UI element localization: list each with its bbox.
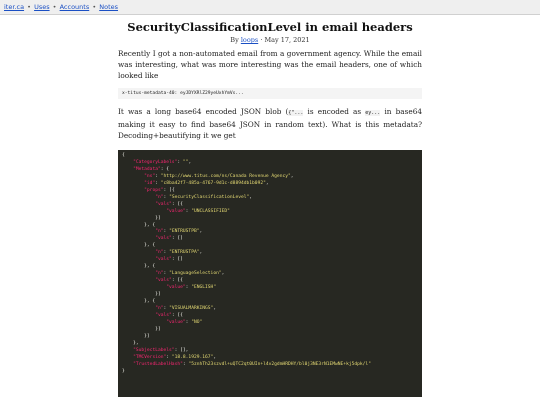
json-punctuation: [122, 250, 155, 255]
json-string: "5znhTh23szvdl+uQTC2qt0UIn+l4v2gdmHRDHY/bl0j3NE3rN1EMwNE+kj5dpk/l": [188, 361, 371, 367]
json-punctuation: [122, 174, 144, 179]
json-punctuation: :: [185, 208, 192, 214]
byline-separator: ·: [260, 36, 263, 44]
json-string: "VISUALMARKINGS": [169, 305, 214, 311]
json-string: "NO": [191, 319, 203, 325]
explanation-paragraph: [118, 106, 422, 141]
json-punctuation: [122, 229, 155, 234]
json-punctuation: }, {: [122, 299, 156, 305]
json-key: "n": [155, 271, 164, 277]
nav-separator: •: [92, 3, 97, 11]
json-punctuation: ,: [213, 354, 217, 360]
decoded-json-code-block: [118, 150, 422, 397]
author-link[interactable]: loops: [240, 36, 259, 44]
json-punctuation: ,: [221, 271, 225, 277]
intro-paragraph: Recently I got a non-automated email from a government agency. While the email was interesting, what was more interesting was the email headers, one of which looked like: [118, 49, 422, 80]
json-punctuation: :: [177, 159, 183, 165]
code-line: [122, 202, 418, 209]
inline-code-base64-start: ey...: [365, 110, 381, 116]
article-body: [118, 46, 422, 141]
json-punctuation: }, {: [122, 222, 156, 228]
json-punctuation: :: [185, 319, 192, 325]
code-line: [122, 369, 418, 376]
json-punctuation: :: [163, 305, 170, 311]
code-line: [122, 181, 418, 188]
json-string: "c8ba42f7-485a-4767-9d1c-d8894db1b092": [160, 180, 266, 186]
code-line: [122, 327, 418, 334]
json-key: "vals": [155, 257, 172, 263]
json-punctuation: : [{: [171, 201, 183, 207]
code-line: [122, 355, 418, 362]
json-key: "n": [155, 305, 164, 311]
code-line: [122, 257, 418, 264]
code-line: [122, 341, 418, 348]
code-line: [122, 195, 418, 202]
json-string: "http://www.titus.com/ns/Canada Revenue Agency": [160, 173, 291, 179]
json-punctuation: }]: [122, 326, 161, 332]
json-key: "value": [166, 285, 186, 291]
json-punctuation: : [{: [171, 312, 183, 318]
json-punctuation: ,: [265, 180, 269, 186]
json-key: "n": [155, 229, 164, 235]
json-key: "TMCVersion": [133, 354, 167, 360]
json-punctuation: }]: [122, 292, 161, 298]
para2-text-b: is encoded as: [303, 107, 366, 116]
json-key: "Metadata": [133, 166, 161, 172]
json-string: "ENTRUSTPA": [169, 250, 200, 256]
code-line: [122, 153, 418, 160]
json-punctuation: [122, 285, 166, 290]
json-punctuation: [122, 355, 133, 360]
json-punctuation: }]: [122, 333, 150, 339]
json-key: "TrustedLabelHash": [133, 361, 183, 367]
json-punctuation: : [{: [171, 278, 183, 284]
json-punctuation: ,: [213, 305, 217, 311]
para2-text-c: in base64 making it easy to find base64 JSON in random text). What is this metadata? Decoding+beautifying it we get: [118, 107, 422, 140]
code-line: [122, 285, 418, 292]
code-line: [122, 216, 418, 223]
site-home-link[interactable]: iter.ca: [4, 3, 25, 11]
json-punctuation: },: [122, 340, 139, 346]
json-punctuation: ,: [188, 159, 192, 165]
json-punctuation: [122, 257, 155, 262]
json-punctuation: [122, 188, 144, 193]
json-punctuation: :: [185, 285, 192, 291]
nav-link-uses[interactable]: Uses: [34, 3, 50, 11]
json-punctuation: }, {: [122, 264, 156, 270]
json-punctuation: {: [122, 153, 125, 158]
json-punctuation: [122, 195, 155, 200]
nav-separator: •: [52, 3, 57, 11]
json-punctuation: : []: [171, 257, 183, 263]
json-punctuation: :: [182, 361, 189, 367]
article-byline: [0, 36, 540, 44]
json-punctuation: ,: [199, 229, 203, 235]
json-key: "value": [166, 319, 186, 325]
json-punctuation: ,: [249, 194, 253, 200]
json-punctuation: :: [163, 250, 170, 256]
json-punctuation: : [],: [174, 347, 189, 353]
json-punctuation: :: [163, 271, 170, 277]
json-punctuation: [122, 320, 166, 325]
code-line: [122, 299, 418, 306]
json-string: "": [182, 159, 189, 165]
publish-date: May 17, 2021: [264, 36, 310, 44]
code-line: [122, 313, 418, 320]
json-punctuation: }: [122, 368, 125, 374]
json-punctuation: [122, 209, 166, 214]
json-punctuation: : []: [171, 236, 183, 242]
byline-prefix: By: [230, 36, 239, 44]
nav-link-notes[interactable]: Notes: [99, 3, 119, 11]
json-punctuation: [122, 167, 133, 172]
json-punctuation: }]: [122, 215, 161, 221]
json-punctuation: [122, 348, 133, 353]
code-line: [122, 167, 418, 174]
code-line: [122, 348, 418, 355]
json-string: "ENGLISH": [191, 285, 217, 291]
json-key: "n": [155, 194, 164, 200]
json-punctuation: :: [155, 173, 161, 179]
json-key: "vals": [155, 236, 172, 242]
json-punctuation: [122, 181, 144, 186]
json-key: "CategoryLabels": [133, 159, 178, 165]
nav-separator: •: [27, 3, 31, 11]
json-punctuation: :: [166, 354, 172, 360]
json-key: "props": [144, 187, 164, 193]
code-line: [122, 188, 418, 195]
json-punctuation: : [{: [163, 187, 175, 193]
top-nav-bar: [0, 0, 540, 15]
json-string: "LanguageSelection": [169, 271, 222, 277]
json-string: "ENTRUSTPB": [169, 229, 200, 235]
code-line: [122, 209, 418, 216]
json-punctuation: [122, 236, 155, 241]
code-line: [122, 362, 418, 369]
json-punctuation: [122, 362, 133, 367]
json-key: "ns": [144, 173, 156, 179]
email-header-snippet: x-titus-metadata-40: eyJDYXRlZ29yeUxhYmVs...: [118, 88, 422, 99]
nav-link-accounts[interactable]: Accounts: [59, 3, 90, 11]
json-key: "id": [144, 180, 156, 186]
code-line: [122, 160, 418, 167]
json-key: "vals": [155, 201, 172, 207]
json-punctuation: [122, 160, 133, 165]
code-line: [122, 306, 418, 313]
code-line: [122, 334, 418, 341]
json-key: "value": [166, 208, 186, 214]
code-line: [122, 236, 418, 243]
json-punctuation: [122, 202, 155, 207]
code-line: [122, 320, 418, 327]
json-punctuation: ,: [290, 173, 294, 179]
json-key: "n": [155, 250, 164, 256]
json-punctuation: [122, 313, 155, 318]
inline-code-json-start: {"...: [288, 110, 304, 116]
json-punctuation: :: [155, 180, 161, 186]
json-string: "SecurityClassificationLevel": [169, 194, 250, 200]
para2-text-a: It was a long base64 encoded JSON blob (: [118, 107, 289, 116]
json-key: "SubjectLabels": [133, 347, 175, 353]
json-punctuation: [122, 278, 155, 283]
article-title: SecurityClassificationLevel in email headers: [127, 20, 413, 34]
json-string: "18.8.1929.167": [171, 354, 214, 360]
json-key: "vals": [155, 312, 172, 318]
json-punctuation: [122, 271, 155, 276]
code-line: [122, 292, 418, 299]
code-line: [122, 174, 418, 181]
json-punctuation: : {: [160, 166, 170, 172]
json-punctuation: [122, 306, 155, 311]
json-punctuation: ,: [199, 250, 203, 256]
json-punctuation: :: [163, 194, 170, 200]
json-punctuation: :: [163, 229, 170, 235]
json-punctuation: }, {: [122, 243, 156, 249]
json-key: "vals": [155, 278, 172, 284]
json-string: "UNCLASSIFIED": [191, 208, 230, 214]
